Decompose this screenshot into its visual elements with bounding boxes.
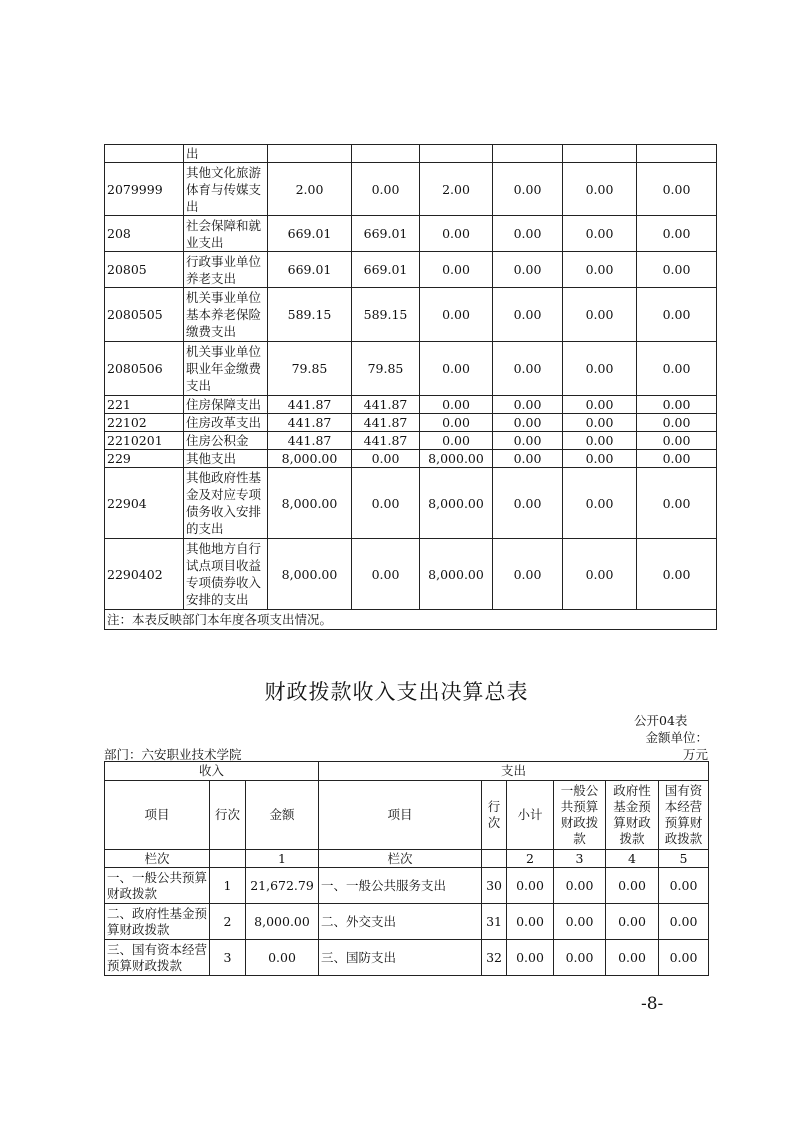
value-cell: 0.00 [493, 414, 563, 432]
value-cell: 0.00 [637, 216, 717, 252]
item-code: 20805 [105, 252, 184, 288]
item-name: 机关事业单位基本养老保险缴费支出 [184, 288, 268, 342]
column-number [482, 850, 507, 868]
table-row [105, 342, 717, 396]
amount-header: 金额 [246, 781, 319, 850]
value-cell: 0.00 [554, 904, 606, 940]
value-cell: 0.00 [563, 468, 637, 539]
value-cell: 0.00 [420, 432, 493, 450]
value-cell: 441.87 [352, 396, 420, 414]
column-label: 栏次 [105, 850, 210, 868]
value-cell: 8,000.00 [420, 468, 493, 539]
value-cell: 0.00 [352, 163, 420, 216]
value-cell: 441.87 [352, 432, 420, 450]
value-cell: 0.00 [563, 396, 637, 414]
item-name: 行政事业单位养老支出 [184, 252, 268, 288]
value-cell: 0.00 [554, 868, 606, 904]
row-no-header: 行次 [482, 781, 507, 850]
value-cell: 0.00 [563, 432, 637, 450]
income-item: 一、一般公共预算财政拨款 [105, 868, 210, 904]
value-cell: 0.00 [606, 868, 659, 904]
value-cell: 2.00 [420, 163, 493, 216]
fiscal-summary-table [104, 761, 709, 976]
header-row [105, 762, 709, 781]
value-cell: 0.00 [563, 450, 637, 468]
value-cell [637, 145, 717, 163]
value-cell: 669.01 [352, 216, 420, 252]
item-name: 其他政府性基金及对应专项债务收入安排的支出 [184, 468, 268, 539]
column-number: 1 [246, 850, 319, 868]
item-code: 2210201 [105, 432, 184, 450]
value-cell: 0.00 [493, 342, 563, 396]
income-row-no: 1 [210, 868, 246, 904]
value-cell: 0.00 [637, 468, 717, 539]
value-cell: 79.85 [268, 342, 352, 396]
value-cell: 0.00 [637, 539, 717, 610]
value-cell [352, 145, 420, 163]
column-label: 栏次 [319, 850, 482, 868]
value-cell: 0.00 [507, 904, 554, 940]
expenditure-detail-table [104, 144, 717, 630]
item-name: 其他文化旅游体育与传媒支出 [184, 163, 268, 216]
value-cell: 0.00 [352, 450, 420, 468]
table-row [105, 539, 717, 610]
column-number: 2 [507, 850, 554, 868]
value-cell: 589.15 [268, 288, 352, 342]
item-name: 其他地方自行试点项目收益专项债券收入安排的支出 [184, 539, 268, 610]
value-cell: 441.87 [268, 414, 352, 432]
table-row [105, 252, 717, 288]
value-cell: 0.00 [352, 468, 420, 539]
column-number: 5 [659, 850, 709, 868]
column-number [210, 850, 246, 868]
income-header: 收入 [105, 762, 319, 781]
item-code [105, 145, 184, 163]
gov-fund-header: 政府性基金预算财政拨款 [606, 781, 659, 850]
value-cell: 0.00 [637, 396, 717, 414]
value-cell: 0.00 [637, 342, 717, 396]
table-row [105, 868, 709, 904]
item-code: 22102 [105, 414, 184, 432]
expense-item: 二、外交支出 [319, 904, 482, 940]
value-cell: 0.00 [352, 539, 420, 610]
value-cell: 0.00 [637, 450, 717, 468]
income-row-no: 2 [210, 904, 246, 940]
value-cell: 0.00 [637, 252, 717, 288]
value-cell: 8,000.00 [420, 539, 493, 610]
item-code: 2290402 [105, 539, 184, 610]
page-number: -8- [641, 994, 664, 1014]
value-cell: 0.00 [493, 163, 563, 216]
value-cell: 0.00 [420, 396, 493, 414]
value-cell: 0.00 [637, 414, 717, 432]
subtotal-header: 小计 [507, 781, 554, 850]
item-code: 22904 [105, 468, 184, 539]
value-cell: 0.00 [659, 868, 709, 904]
income-amount: 0.00 [246, 940, 319, 976]
column-number: 3 [554, 850, 606, 868]
item-name: 住房保障支出 [184, 396, 268, 414]
income-amount: 8,000.00 [246, 904, 319, 940]
table-row [105, 163, 717, 216]
item-name: 其他支出 [184, 450, 268, 468]
item-header: 项目 [105, 781, 210, 850]
table-row [105, 414, 717, 432]
value-cell: 0.00 [420, 288, 493, 342]
value-cell [493, 145, 563, 163]
value-cell: 0.00 [563, 342, 637, 396]
item-code: 2080505 [105, 288, 184, 342]
item-name: 出 [184, 145, 268, 163]
item-code: 2080506 [105, 342, 184, 396]
value-cell: 0.00 [493, 288, 563, 342]
item-name: 住房改革支出 [184, 414, 268, 432]
value-cell: 441.87 [352, 414, 420, 432]
table-row [105, 145, 717, 163]
column-number-row [105, 850, 709, 868]
expense-header: 支出 [319, 762, 709, 781]
table-row [105, 216, 717, 252]
value-cell: 0.00 [659, 904, 709, 940]
table-row [105, 396, 717, 414]
income-item: 二、政府性基金预算财政拨款 [105, 904, 210, 940]
value-cell: 0.00 [493, 396, 563, 414]
value-cell: 8,000.00 [268, 539, 352, 610]
value-cell: 0.00 [493, 539, 563, 610]
value-cell: 0.00 [493, 450, 563, 468]
table-row [105, 468, 717, 539]
expense-row-no: 32 [482, 940, 507, 976]
value-cell: 0.00 [420, 414, 493, 432]
item-code: 221 [105, 396, 184, 414]
value-cell: 0.00 [420, 252, 493, 288]
value-cell: 0.00 [507, 940, 554, 976]
value-cell: 0.00 [637, 163, 717, 216]
value-cell: 8,000.00 [268, 450, 352, 468]
expense-row-no: 31 [482, 904, 507, 940]
value-cell: 0.00 [563, 539, 637, 610]
item-name: 社会保障和就业支出 [184, 216, 268, 252]
expense-item: 一、一般公共服务支出 [319, 868, 482, 904]
value-cell: 669.01 [268, 252, 352, 288]
value-cell: 0.00 [493, 468, 563, 539]
value-cell: 0.00 [659, 940, 709, 976]
value-cell: 0.00 [637, 288, 717, 342]
amount-unit: 金额单位：万元 [645, 730, 708, 762]
value-cell: 669.01 [268, 216, 352, 252]
form-number: 公开04表 [634, 713, 688, 728]
table-row [105, 450, 717, 468]
value-cell: 0.00 [563, 288, 637, 342]
table-row [105, 288, 717, 342]
row-no-header: 行次 [210, 781, 246, 850]
value-cell: 0.00 [563, 216, 637, 252]
table-row [105, 432, 717, 450]
item-header: 项目 [319, 781, 482, 850]
value-cell: 441.87 [268, 396, 352, 414]
page-title: 财政拨款收入支出决算总表 [264, 680, 529, 704]
value-cell: 0.00 [493, 252, 563, 288]
value-cell: 0.00 [554, 940, 606, 976]
value-cell: 8,000.00 [420, 450, 493, 468]
value-cell [563, 145, 637, 163]
value-cell: 0.00 [637, 432, 717, 450]
value-cell: 0.00 [420, 216, 493, 252]
item-code: 229 [105, 450, 184, 468]
value-cell: 0.00 [606, 904, 659, 940]
value-cell: 0.00 [606, 940, 659, 976]
value-cell: 0.00 [493, 432, 563, 450]
header-row [105, 781, 709, 850]
value-cell: 8,000.00 [268, 468, 352, 539]
expense-row-no: 30 [482, 868, 507, 904]
value-cell: 79.85 [352, 342, 420, 396]
value-cell: 0.00 [493, 216, 563, 252]
expense-item: 三、国防支出 [319, 940, 482, 976]
value-cell [268, 145, 352, 163]
table-row [105, 904, 709, 940]
value-cell: 0.00 [563, 252, 637, 288]
department-label: 部门：六安职业技术学院 [104, 747, 242, 762]
value-cell: 0.00 [563, 414, 637, 432]
table-note-row [105, 610, 717, 630]
value-cell: 2.00 [268, 163, 352, 216]
value-cell: 589.15 [352, 288, 420, 342]
value-cell: 669.01 [352, 252, 420, 288]
value-cell: 0.00 [563, 163, 637, 216]
income-row-no: 3 [210, 940, 246, 976]
state-capital-header: 国有资本经营预算财政拨款 [659, 781, 709, 850]
table-row [105, 940, 709, 976]
column-number: 4 [606, 850, 659, 868]
item-code: 2079999 [105, 163, 184, 216]
value-cell [420, 145, 493, 163]
general-budget-header: 一般公共预算财政拨款 [554, 781, 606, 850]
item-code: 208 [105, 216, 184, 252]
item-name: 住房公积金 [184, 432, 268, 450]
income-item: 三、国有资本经营预算财政拨款 [105, 940, 210, 976]
table-note: 注：本表反映部门本年度各项支出情况。 [105, 610, 717, 630]
income-amount: 21,672.79 [246, 868, 319, 904]
value-cell: 441.87 [268, 432, 352, 450]
value-cell: 0.00 [420, 342, 493, 396]
value-cell: 0.00 [507, 868, 554, 904]
item-name: 机关事业单位职业年金缴费支出 [184, 342, 268, 396]
